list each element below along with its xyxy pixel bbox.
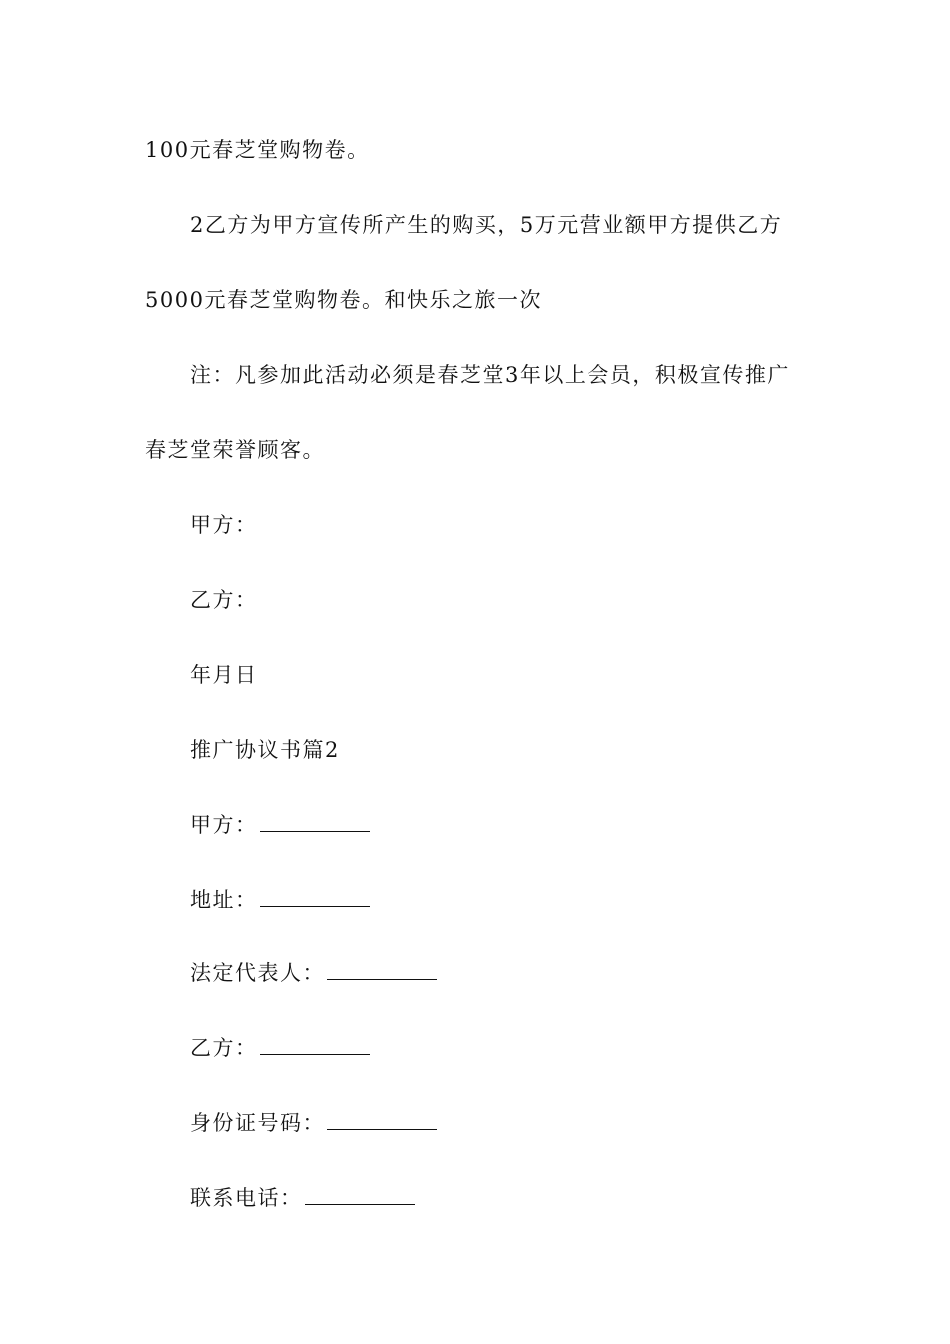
- note-line: 注：凡参加此活动必须是春芝堂3年以上会员，积极宣传推广: [190, 363, 790, 387]
- id-number-label: 身份证号码：: [190, 1111, 325, 1135]
- party-a-signature-label: 甲方：: [190, 513, 258, 537]
- date-line: 年月日: [190, 663, 258, 687]
- legal-rep-blank[interactable]: [327, 959, 437, 980]
- party-b-blank[interactable]: [260, 1034, 370, 1055]
- form-row-party-a: [190, 810, 370, 840]
- paragraph-line: 5000元春芝堂购物卷。和快乐之旅一次: [145, 288, 542, 312]
- party-a-blank[interactable]: [260, 811, 370, 832]
- address-label: 地址：: [190, 888, 258, 912]
- party-a-label: 甲方：: [190, 813, 258, 837]
- phone-blank[interactable]: [305, 1184, 415, 1205]
- form-row-phone: [190, 1183, 415, 1213]
- form-row-id-number: [190, 1108, 437, 1138]
- note-line: 春芝堂荣誉顾客。: [145, 438, 325, 462]
- paragraph-line: 2乙方为甲方宣传所产生的购买，5万元营业额甲方提供乙方: [190, 213, 783, 237]
- phone-label: 联系电话：: [190, 1186, 303, 1210]
- legal-rep-label: 法定代表人：: [190, 961, 325, 985]
- id-number-blank[interactable]: [327, 1109, 437, 1130]
- party-b-signature-label: 乙方：: [190, 588, 258, 612]
- paragraph-continuation: 100元春芝堂购物卷。: [145, 138, 370, 162]
- form-row-legal-rep: [190, 958, 437, 988]
- form-row-address: [190, 885, 370, 915]
- party-b-label: 乙方：: [190, 1036, 258, 1060]
- address-blank[interactable]: [260, 886, 370, 907]
- form-row-party-b: [190, 1033, 370, 1063]
- section-title: 推广协议书篇2: [190, 738, 340, 762]
